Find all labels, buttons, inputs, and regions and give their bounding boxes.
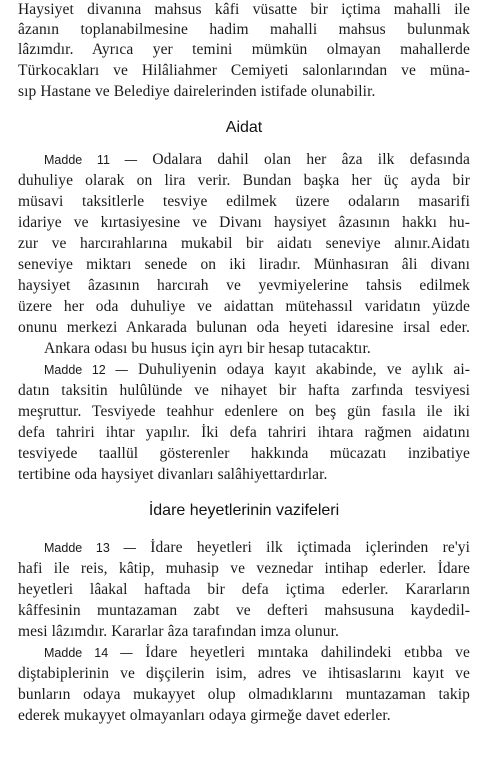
text-line: bunların odaya mukayyet olup olmadıklarını muntazaman takip: [18, 686, 470, 703]
madde-12-label: Madde 12 —: [44, 363, 128, 377]
text-line: sıp Hastane ve Belediye dairelerinden istifade olunabilir.: [18, 83, 376, 100]
text-line: Odalara dahil olan her âza ilk defasında: [152, 151, 470, 168]
text-line: defa tahriri ihtar yapılır. İki defa tahriri ihtara rağmen aidatını: [18, 424, 470, 441]
madde-12-first-line: [44, 360, 470, 380]
section-heading-aidat: Aidat: [225, 119, 263, 136]
text-line: mesi lâzımdır. Kararlar âza tarafından imza olunur.: [18, 623, 339, 640]
text-line: onunu merkezi Ankarada bulunan oda heyeti idaresine irsal eder.: [18, 319, 470, 336]
madde-13-first-line: [44, 538, 470, 558]
text-line: diştabiplerinin ve dişçilerin isim, adres ve ihtisaslarını kayıt ve: [18, 665, 470, 682]
text-line: Türkocakları ve Hilâliahmer Cemiyeti salonlarından ve müna-: [18, 62, 470, 79]
text-line: âzanın toplanabilmesine hadim mahalli mahsus bulunmak: [18, 21, 470, 38]
text-line: heyetleri lâakal haftada bir defa içtima ederler. Kararların: [18, 581, 470, 598]
text-line: Duhuliyenin odaya kayıt akabinde, ve aylık ai-: [137, 361, 470, 378]
text-line: tertibine oda haysiyet divanları salâhiyettardırlar.: [18, 466, 328, 483]
section-heading-idare: İdare heyetlerinin vazifeleri: [148, 502, 340, 519]
text-line: hafi ile reis, kâtip, muhasip ve veznedar intihap ederler. İdare: [18, 560, 470, 577]
madde-11-first-line: [44, 150, 470, 170]
text-line: müsavi taksitlerle tesviye edilmek üzere odaların masarifi: [18, 193, 470, 210]
text-line: tesviyede taallül gösterenler hakkında mücazatı inzibatiye: [18, 445, 470, 462]
text-line: kâffesinin muntazaman zabt ve defteri mahsusuna kaydedil-: [18, 602, 470, 619]
madde-13-label: Madde 13 —: [44, 541, 137, 555]
text-line: lâzımdır. Ayrıca yer temini mümkün olmayan mahallerde: [18, 41, 470, 58]
text-line: seneviye miktarı senede on iki liradır. Münhasıran âli divanı: [18, 256, 470, 273]
text-line: İdare heyetleri ilk içtimada içlerinden re'yi: [150, 539, 470, 556]
text-line: üzere her oda duhuliye ve aidattan mütehassıl varidatın yüzde: [18, 298, 470, 315]
text-line: Ankara odası bu husus için ayrı bir hesap tutacaktır.: [44, 340, 371, 357]
text-line: ederek mukayyet olmayanları odaya girmeğe davet ederler.: [18, 707, 391, 724]
text-line: duhuliye olarak on lira verir. Bundan başka her üç ayda bir: [18, 172, 470, 189]
text-line: İdare heyetleri mıntaka dahilindeki etıbba ve: [145, 644, 470, 661]
madde-11-label: Madde 11 —: [44, 153, 138, 167]
text-line: idariye ve kırtasiyesine ve Divanı haysiyet âzasının hakkı hu-: [18, 214, 470, 231]
text-line: meşruttur. Tesviyede teahhur edenlere on beş gün fasıla ile iki: [18, 403, 470, 420]
text-line: datın taksitin hulûlünde ve nihayet bir hafta zarfında tesviyesi: [18, 382, 470, 399]
text-line: Haysiyet divanına mahsus kâfi vüsatte bir içtima mahalli ile: [18, 1, 470, 18]
madde-14-label: Madde 14 —: [44, 646, 133, 660]
madde-14-first-line: [44, 643, 470, 663]
text-line: zur ve harcırahlarına mukabil bir aidatı seneviye alınır.Aidatı: [18, 235, 470, 252]
text-line: haysiyet âzasının harcırah ve yevmiyelerine tahsis edilmek: [18, 277, 470, 294]
